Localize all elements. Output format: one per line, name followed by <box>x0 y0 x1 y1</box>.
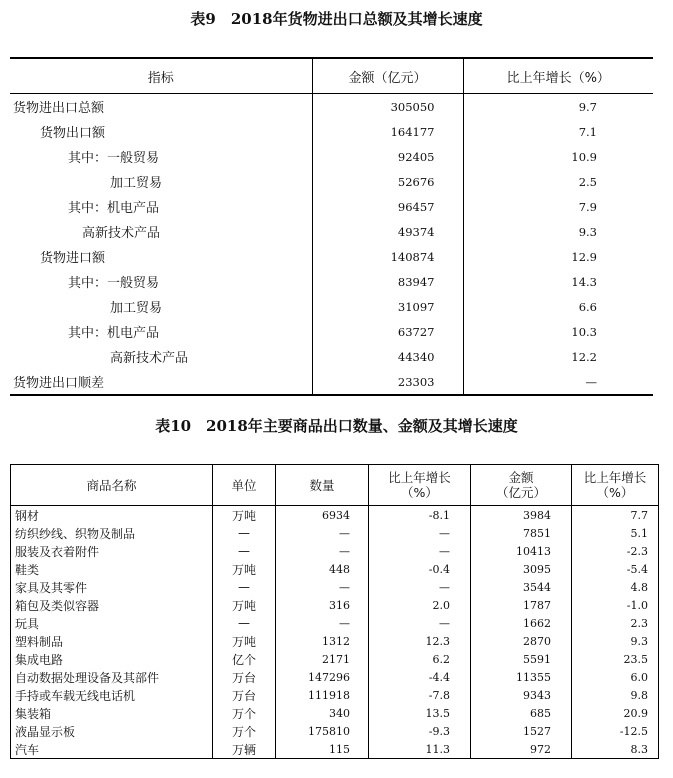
unit-value: 万台 <box>213 668 276 686</box>
growth-value: 12.9 <box>571 249 597 264</box>
quantity-value: 175810 <box>276 722 369 740</box>
table-row <box>11 542 659 560</box>
amount-value: 23303 <box>312 369 463 395</box>
export-amount-value: 3984 <box>471 506 572 525</box>
amount-growth-value: -2.3 <box>572 542 659 560</box>
export-amount-value: 2870 <box>471 632 572 650</box>
goods-name: 集装箱 <box>11 704 213 722</box>
header-amount-growth <box>572 465 659 506</box>
header-quantity-growth-line2: （%） <box>401 485 438 500</box>
table-row <box>10 269 653 294</box>
table-row <box>10 344 653 369</box>
amount-growth-value: 2.3 <box>572 614 659 632</box>
amount-value: 44340 <box>312 344 463 369</box>
growth-value: 9.7 <box>578 99 597 114</box>
amount-growth-value: 9.8 <box>572 686 659 704</box>
goods-name: 汽车 <box>11 740 213 759</box>
amount-growth-value: 23.5 <box>572 650 659 668</box>
table-row <box>10 319 653 344</box>
indicator-label: 货物进口额 <box>10 244 312 269</box>
growth-value: — <box>585 374 597 389</box>
growth-value: 7.9 <box>578 199 597 214</box>
table-row <box>10 194 653 219</box>
header-quantity-growth-line1: 比上年增长 <box>388 470 451 485</box>
export-amount-value: 10413 <box>471 542 572 560</box>
amount-growth-value: 20.9 <box>572 704 659 722</box>
quantity-value: 115 <box>276 740 369 759</box>
growth-value: 12.2 <box>571 349 597 364</box>
indicator-label: 货物出口额 <box>10 119 312 144</box>
growth-value: 9.3 <box>578 224 597 239</box>
amount-value: 96457 <box>312 194 463 219</box>
quantity-value: 1312 <box>276 632 369 650</box>
quantity-growth-value: 11.3 <box>369 740 471 759</box>
header-export-amount-line1: 金额 <box>508 470 534 485</box>
export-amount-value: 1527 <box>471 722 572 740</box>
quantity-value: 448 <box>276 560 369 578</box>
header-quantity-growth <box>369 465 471 506</box>
indicator-label: 其中：一般贸易 <box>10 269 312 294</box>
goods-name: 鞋类 <box>11 560 213 578</box>
export-amount-value: 685 <box>471 704 572 722</box>
export-amount-value: 1662 <box>471 614 572 632</box>
goods-name: 服装及衣着附件 <box>11 542 213 560</box>
table9-title: 表9 2018年货物进出口总额及其增长速度 <box>190 10 483 28</box>
quantity-growth-value: -8.1 <box>369 506 471 525</box>
quantity-value: 6934 <box>276 506 369 525</box>
export-amount-value: 3544 <box>471 578 572 596</box>
amount-growth-value: 9.3 <box>572 632 659 650</box>
quantity-growth-value: -7.8 <box>369 686 471 704</box>
indicator-label: 高新技术产品 <box>10 344 312 369</box>
growth-value: 14.3 <box>571 274 597 289</box>
header-export-amount <box>471 465 572 506</box>
export-amount-value: 5591 <box>471 650 572 668</box>
amount-growth-value: -1.0 <box>572 596 659 614</box>
table-row <box>11 596 659 614</box>
table-row <box>11 506 659 525</box>
table-row <box>11 560 659 578</box>
goods-name: 家具及其零件 <box>11 578 213 596</box>
quantity-growth-value: 2.0 <box>369 596 471 614</box>
growth-value: 2.5 <box>578 174 597 189</box>
amount-value: 305050 <box>312 94 463 120</box>
amount-value: 164177 <box>312 119 463 144</box>
table-row <box>11 632 659 650</box>
header-unit: 单位 <box>213 465 276 506</box>
unit-value: 万台 <box>213 686 276 704</box>
unit-value: — <box>213 614 276 632</box>
quantity-value: — <box>276 524 369 542</box>
goods-name: 玩具 <box>11 614 213 632</box>
table-row <box>10 369 653 395</box>
growth-value: 7.1 <box>578 124 597 139</box>
indicator-label: 高新技术产品 <box>10 219 312 244</box>
indicator-label: 其中：一般贸易 <box>10 144 312 169</box>
unit-value: 亿个 <box>213 650 276 668</box>
quantity-value: 111918 <box>276 686 369 704</box>
table-row <box>11 578 659 596</box>
table-row <box>10 219 653 244</box>
unit-value: 万吨 <box>213 596 276 614</box>
unit-value: — <box>213 524 276 542</box>
unit-value: 万个 <box>213 704 276 722</box>
unit-value: — <box>213 542 276 560</box>
growth-value: 10.9 <box>571 149 597 164</box>
amount-growth-value: 5.1 <box>572 524 659 542</box>
quantity-growth-value: — <box>369 524 471 542</box>
goods-name: 液晶显示板 <box>11 722 213 740</box>
goods-name: 集成电路 <box>11 650 213 668</box>
table-row <box>10 169 653 194</box>
header-export-amount-line2: （亿元） <box>495 485 546 500</box>
amount-value: 52676 <box>312 169 463 194</box>
goods-name: 塑料制品 <box>11 632 213 650</box>
trade-total-table <box>10 57 653 396</box>
table-row <box>11 614 659 632</box>
amount-growth-value: 8.3 <box>572 740 659 759</box>
amount-value: 49374 <box>312 219 463 244</box>
export-amount-value: 9343 <box>471 686 572 704</box>
quantity-growth-value: -0.4 <box>369 560 471 578</box>
goods-name: 自动数据处理设备及其部件 <box>11 668 213 686</box>
quantity-value: 147296 <box>276 668 369 686</box>
goods-name: 箱包及类似容器 <box>11 596 213 614</box>
growth-value: 10.3 <box>571 324 597 339</box>
table-row <box>10 294 653 319</box>
amount-value: 92405 <box>312 144 463 169</box>
quantity-value: — <box>276 542 369 560</box>
header-quantity: 数量 <box>276 465 369 506</box>
quantity-value: 316 <box>276 596 369 614</box>
table-row <box>10 94 653 120</box>
unit-value: 万吨 <box>213 632 276 650</box>
header-amount: 金额（亿元） <box>312 58 463 94</box>
table-row <box>10 144 653 169</box>
quantity-value: 340 <box>276 704 369 722</box>
header-growth: 比上年增长（%） <box>463 58 653 94</box>
quantity-value: 2171 <box>276 650 369 668</box>
quantity-growth-value: -4.4 <box>369 668 471 686</box>
table-row <box>10 244 653 269</box>
table-row <box>11 524 659 542</box>
indicator-label: 加工贸易 <box>10 169 312 194</box>
export-amount-value: 7851 <box>471 524 572 542</box>
quantity-growth-value: 6.2 <box>369 650 471 668</box>
header-goods-name: 商品名称 <box>11 465 213 506</box>
amount-value: 63727 <box>312 319 463 344</box>
amount-value: 140874 <box>312 244 463 269</box>
export-goods-table <box>10 464 659 759</box>
indicator-label: 货物进出口顺差 <box>10 369 312 395</box>
unit-value: 万辆 <box>213 740 276 759</box>
header-indicator: 指标 <box>10 58 312 94</box>
table-row <box>10 119 653 144</box>
amount-growth-value: -12.5 <box>572 722 659 740</box>
table-row <box>11 704 659 722</box>
export-amount-value: 1787 <box>471 596 572 614</box>
header-amount-growth-line1: 比上年增长 <box>583 470 647 485</box>
amount-growth-value: 6.0 <box>572 668 659 686</box>
unit-value: 万吨 <box>213 560 276 578</box>
table-row <box>11 722 659 740</box>
table-row <box>11 650 659 668</box>
indicator-label: 其中：机电产品 <box>10 194 312 219</box>
amount-growth-value: 7.7 <box>572 506 659 525</box>
table-row <box>11 686 659 704</box>
amount-growth-value: 4.8 <box>572 578 659 596</box>
unit-value: — <box>213 578 276 596</box>
table-row <box>11 668 659 686</box>
growth-value: 6.6 <box>578 299 597 314</box>
indicator-label: 加工贸易 <box>10 294 312 319</box>
quantity-growth-value: 13.5 <box>369 704 471 722</box>
export-amount-value: 11355 <box>471 668 572 686</box>
goods-name: 纺织纱线、织物及制品 <box>11 524 213 542</box>
amount-value: 83947 <box>312 269 463 294</box>
table-row <box>11 740 659 759</box>
export-amount-value: 972 <box>471 740 572 759</box>
quantity-growth-value: — <box>369 542 471 560</box>
export-amount-value: 3095 <box>471 560 572 578</box>
quantity-growth-value: — <box>369 614 471 632</box>
indicator-label: 货物进出口总额 <box>10 94 312 120</box>
unit-value: 万吨 <box>213 506 276 525</box>
amount-growth-value: -5.4 <box>572 560 659 578</box>
indicator-label: 其中：机电产品 <box>10 319 312 344</box>
quantity-growth-value: -9.3 <box>369 722 471 740</box>
goods-name: 钢材 <box>11 506 213 525</box>
unit-value: 万个 <box>213 722 276 740</box>
amount-value: 31097 <box>312 294 463 319</box>
quantity-value: — <box>276 614 369 632</box>
quantity-value: — <box>276 578 369 596</box>
header-amount-growth-line2: （%） <box>596 485 634 500</box>
table10-title: 表10 2018年主要商品出口数量、金额及其增长速度 <box>155 417 518 435</box>
quantity-growth-value: — <box>369 578 471 596</box>
quantity-growth-value: 12.3 <box>369 632 471 650</box>
goods-name: 手持或车载无线电话机 <box>11 686 213 704</box>
